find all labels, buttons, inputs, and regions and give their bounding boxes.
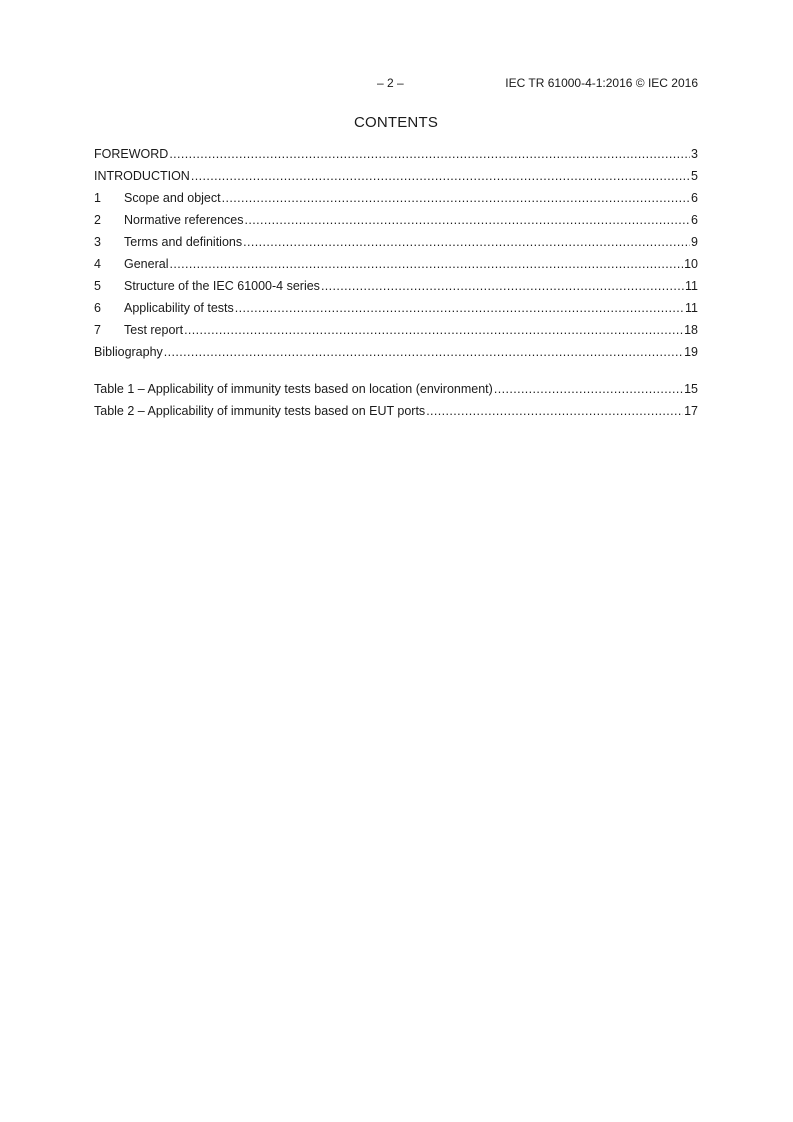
toc-entry-label: Table 1 – Applicability of immunity tests based on location (environment) (94, 382, 493, 396)
toc-entry-page: 19 (684, 345, 698, 359)
toc-entry-label: Scope and object (124, 191, 221, 205)
toc-entry-page: 6 (691, 191, 698, 205)
toc-dot-leader (222, 189, 690, 207)
toc-entry-number: 4 (94, 257, 101, 271)
toc-entry-label: General (124, 257, 169, 271)
toc-entry-structure[interactable] (94, 277, 698, 299)
toc-entry-page: 3 (691, 147, 698, 161)
toc-dot-leader (245, 211, 691, 229)
toc-entry-label: INTRODUCTION (94, 169, 190, 183)
document-reference: IEC TR 61000-4-1:2016 © IEC 2016 (505, 76, 698, 90)
toc-entry-number: 6 (94, 301, 101, 315)
toc-entry-number: 2 (94, 213, 101, 227)
toc-entry-introduction[interactable] (94, 167, 698, 189)
toc-entry-label: Structure of the IEC 61000-4 series (124, 279, 320, 293)
toc-entry-page: 6 (691, 213, 698, 227)
toc-entry-page: 11 (685, 301, 698, 315)
toc-entry-number: 3 (94, 235, 101, 249)
toc-entry-page: 10 (684, 257, 698, 271)
toc-entry-number: 5 (94, 279, 101, 293)
toc-entry-label: Bibliography (94, 345, 163, 359)
toc-entry-bibliography[interactable] (94, 343, 698, 365)
toc-entry-page: 11 (685, 279, 698, 293)
toc-entry-table-2[interactable] (94, 402, 698, 424)
table-of-contents (94, 145, 698, 365)
toc-entry-table-1[interactable] (94, 380, 698, 402)
toc-entry-label: Applicability of tests (124, 301, 234, 315)
contents-title: CONTENTS (353, 114, 439, 131)
toc-dot-leader (169, 255, 683, 273)
toc-entry-label: FOREWORD (94, 147, 169, 161)
toc-dot-leader (191, 167, 690, 185)
toc-entry-label: Table 2 – Applicability of immunity tests based on EUT ports (94, 404, 426, 418)
toc-entry-test-report[interactable] (94, 321, 698, 343)
toc-entry-page: 9 (691, 235, 698, 249)
toc-dot-leader (321, 277, 684, 295)
toc-entry-page: 5 (691, 169, 698, 183)
toc-dot-leader (426, 402, 683, 420)
toc-entry-label: Test report (124, 323, 184, 337)
toc-entry-number: 7 (94, 323, 101, 337)
toc-entry-page: 18 (684, 323, 698, 337)
toc-dot-leader (494, 380, 683, 398)
list-of-tables (94, 380, 698, 424)
page-number: – 2 – (377, 76, 404, 90)
toc-dot-leader (235, 299, 684, 317)
toc-entry-page: 15 (684, 382, 698, 396)
toc-entry-scope[interactable] (94, 189, 698, 211)
toc-entry-number: 1 (94, 191, 101, 205)
toc-dot-leader (243, 233, 690, 251)
toc-entry-normative-references[interactable] (94, 211, 698, 233)
toc-entry-general[interactable] (94, 255, 698, 277)
toc-dot-leader (184, 321, 683, 339)
toc-entry-label: Normative references (124, 213, 244, 227)
toc-dot-leader (164, 343, 683, 361)
page-header (94, 76, 698, 92)
toc-entry-label: Terms and definitions (124, 235, 243, 249)
toc-dot-leader (169, 145, 690, 163)
toc-entry-foreword[interactable] (94, 145, 698, 167)
toc-entry-applicability[interactable] (94, 299, 698, 321)
toc-entry-terms-definitions[interactable] (94, 233, 698, 255)
toc-entry-page: 17 (684, 404, 698, 418)
